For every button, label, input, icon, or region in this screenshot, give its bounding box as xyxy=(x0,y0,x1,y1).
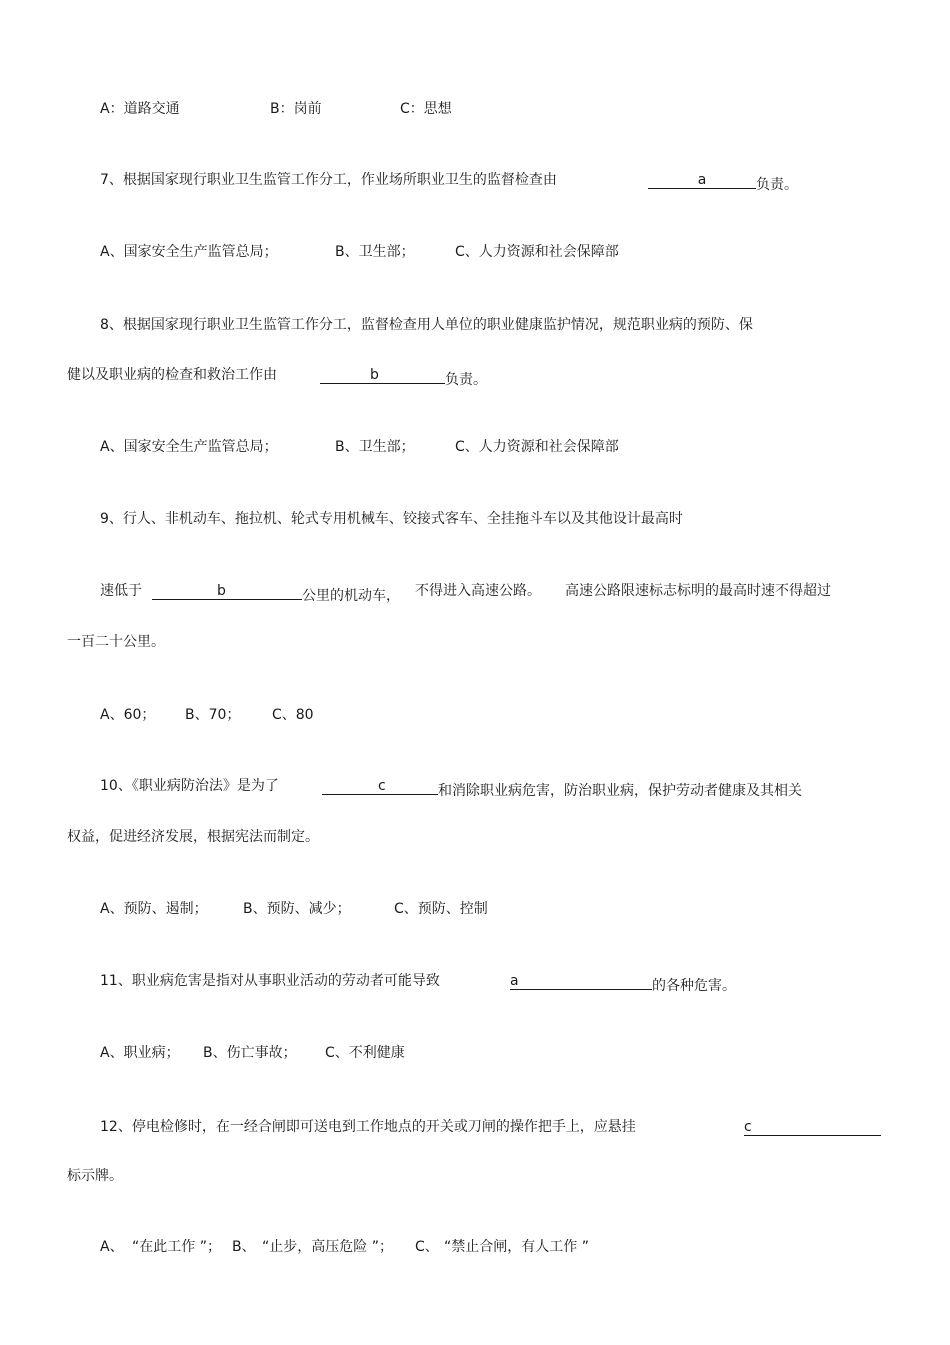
q12-option-b: “止步，高压危险 ”； xyxy=(262,1239,393,1255)
q12-line2: 标示牌。 xyxy=(67,1168,123,1184)
q10-post: 和消除职业病危害，防治职业病，保护劳动者健康及其相关 xyxy=(438,783,802,799)
q9-option-c: C、80 xyxy=(272,707,314,723)
q7-option-b: B、卫生部； xyxy=(335,244,415,260)
q11-answer: a xyxy=(510,973,519,989)
q11-option-b: B、伤亡事故； xyxy=(203,1045,297,1061)
q12-pre: 12、停电检修时，在一经合闸即可送电到工作地点的开关或刀闸的操作把手上，应悬挂 xyxy=(100,1119,636,1135)
q12-option-c: “禁止合闸，有人工作 ” xyxy=(444,1239,589,1255)
q8-blank-row xyxy=(320,366,487,389)
q10-option-a: A、预防、遏制； xyxy=(100,901,208,917)
q8-answer-blank xyxy=(320,366,445,384)
q9-answer-blank xyxy=(152,582,302,600)
q9-pre2: 速低于 xyxy=(100,583,142,599)
q11-blank-row xyxy=(510,972,736,995)
q8-line2: 健以及职业病的检查和救治工作由 xyxy=(67,367,277,383)
q10-line2: 权益，促进经济发展，根据宪法而制定。 xyxy=(67,829,319,845)
q12-answer-blank xyxy=(744,1118,881,1136)
q11-option-c: C、不利健康 xyxy=(325,1045,405,1061)
q6-option-c: C：思想 xyxy=(400,101,452,117)
q9-blank-row xyxy=(152,582,400,605)
q10-option-b: B、预防、减少； xyxy=(243,901,351,917)
q10-answer: c xyxy=(378,778,386,794)
q9-option-b: B、70； xyxy=(185,707,241,723)
q10-pre: 10、《职业病防治法》是为了 xyxy=(100,778,279,794)
q8-post: 负责。 xyxy=(445,372,487,388)
q12-option-a: “在此工作 ”； xyxy=(132,1239,221,1255)
q9-line3: 一百二十公里。 xyxy=(67,634,165,650)
q11-pre: 11、职业病危害是指对从事职业活动的劳动者可能导致 xyxy=(100,973,440,989)
q8-option-b: B、卫生部； xyxy=(335,439,415,455)
q12-option-b-label: B、 xyxy=(232,1239,256,1255)
q12-answer: c xyxy=(744,1119,752,1135)
q9-answer: b xyxy=(217,583,226,599)
q8-option-a: A、国家安全生产监管总局； xyxy=(100,439,278,455)
q11-option-a: A、职业病； xyxy=(100,1045,180,1061)
q9-end2: 高速公路限速标志标明的最高时速不得超过 xyxy=(565,583,831,599)
q10-answer-blank xyxy=(322,777,438,795)
q9-option-a: A、60； xyxy=(100,707,156,723)
q11-answer-blank xyxy=(510,972,652,990)
q7-blank-row xyxy=(648,171,798,194)
q9-line1: 9、行人、非机动车、拖拉机、轮式专用机械车、铰接式客车、全挂拖斗车以及其他设计最高时 xyxy=(100,511,683,527)
q7-post: 负责。 xyxy=(756,177,798,193)
q8-option-c: C、人力资源和社会保障部 xyxy=(455,439,619,455)
q8-answer: b xyxy=(370,367,379,383)
q9-mid2b: 不得进入高速公路。 xyxy=(415,583,541,599)
q7-option-a: A、国家安全生产监管总局； xyxy=(100,244,278,260)
q11-post: 的各种危害。 xyxy=(652,978,736,994)
q8-line1: 8、根据国家现行职业卫生监管工作分工，监督检查用人单位的职业健康监护情况，规范职业病的预防、保 xyxy=(100,317,753,333)
q9-mid2: 公里的机动车， xyxy=(302,588,400,604)
q10-option-c: C、预防、控制 xyxy=(394,901,488,917)
q7-answer-blank xyxy=(648,171,756,189)
q12-option-c-label: C、 xyxy=(415,1239,439,1255)
q6-option-b: B：岗前 xyxy=(270,101,322,117)
q7-question xyxy=(100,171,557,189)
q12-blank-row xyxy=(744,1118,881,1141)
q7-text: 7、根据国家现行职业卫生监管工作分工，作业场所职业卫生的监督检查由 xyxy=(100,172,557,188)
q7-answer: a xyxy=(697,172,707,188)
q10-blank-row xyxy=(322,777,802,800)
q12-option-a-label: A、 xyxy=(100,1239,124,1255)
q6-option-a: A：道路交通 xyxy=(100,101,180,117)
q7-option-c: C、人力资源和社会保障部 xyxy=(455,244,619,260)
